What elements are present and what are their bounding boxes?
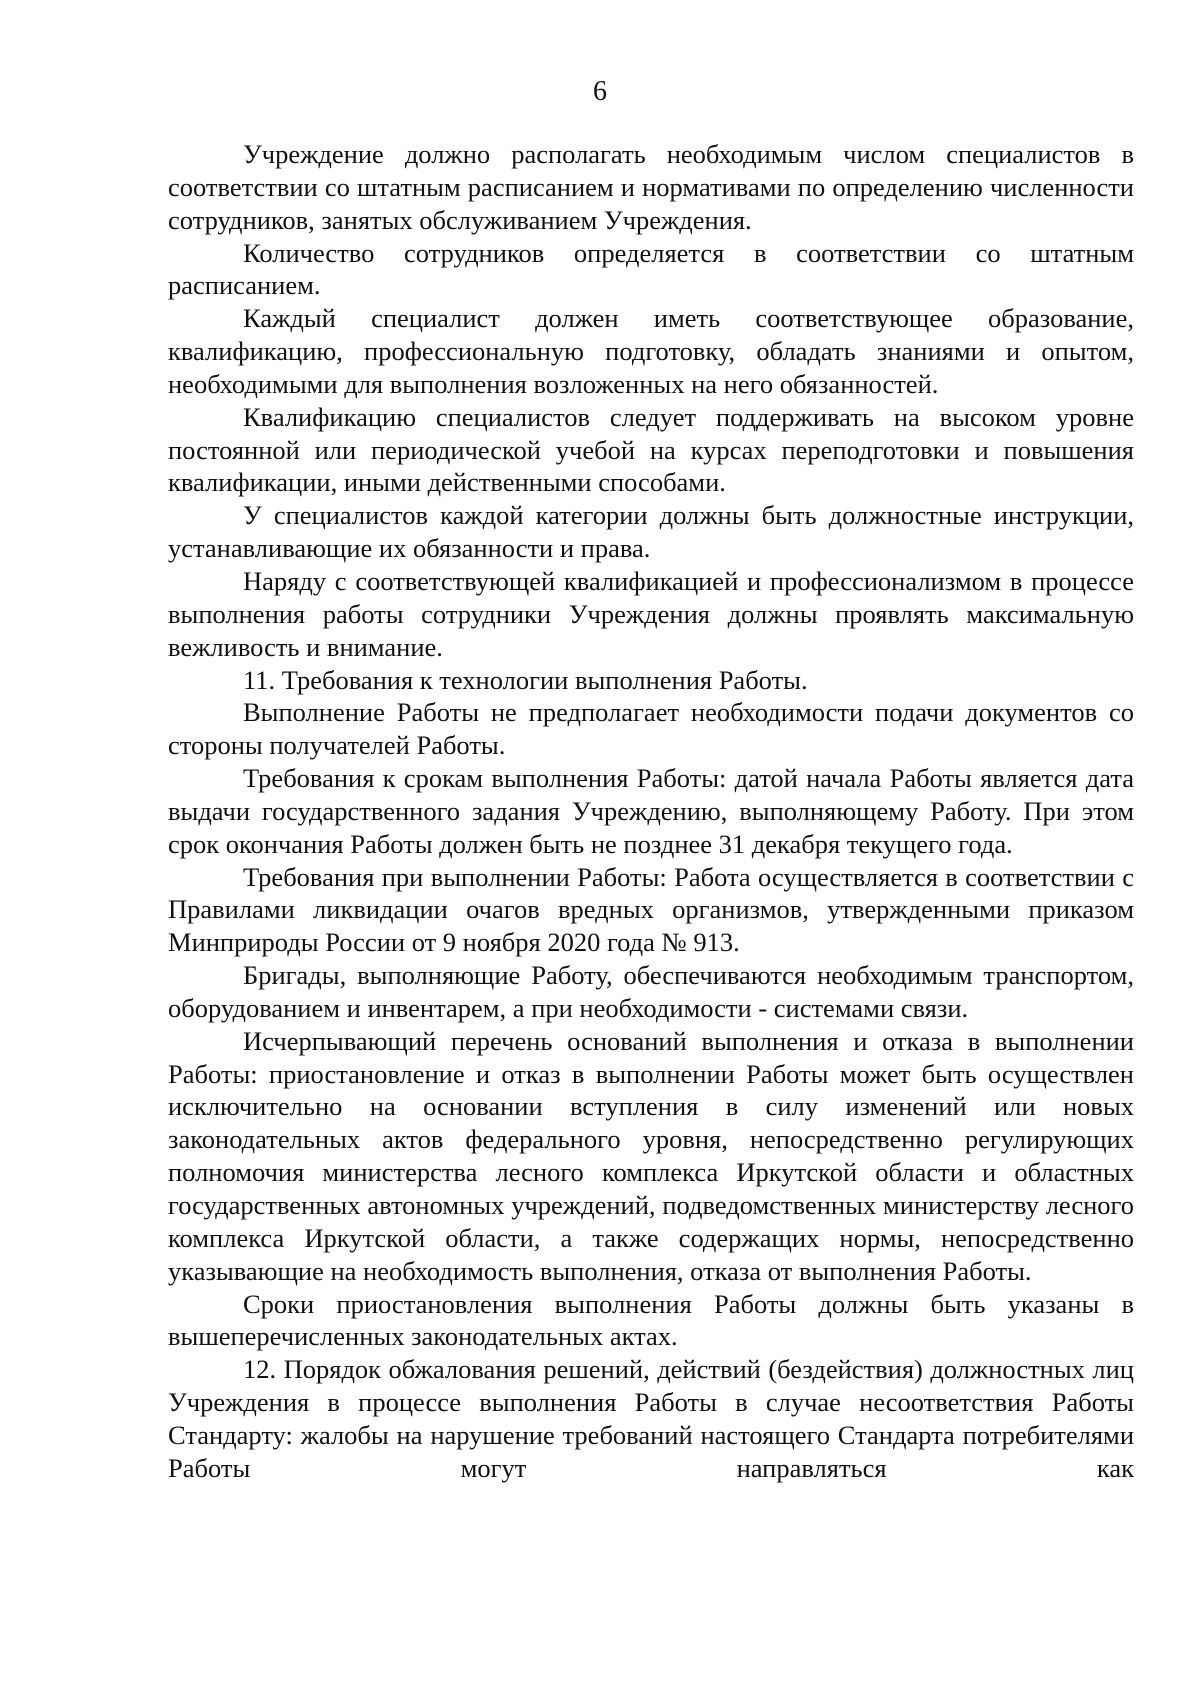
page-number: 6 — [593, 76, 607, 107]
paragraph-staff-count: Количество сотрудников определяется в соответствии со штатным расписанием. — [168, 237, 1134, 301]
paragraph-refusal-grounds: Исчерпывающий перечень оснований выполнения и отказа в выполнении Работы: приостановление и отказ в выполнении Работы может быть осуществлен исключительно на основании вступления в силу изменений или новых законодательных актов федерального уровня, непосредственно регулирующих полномочия министерства лесного комплекса Иркутской области и областных государственных автономных учреждений, подведомственных министерству лесного комплекса Иркутской области, а также содержащих нормы, непосредственно указывающие на необходимость выполнения, отказа от выполнения Работы. — [168, 1025, 1134, 1286]
paragraph-job-instructions: У специалистов каждой категории должны быть должностные инструкции, устанавливающие их обязанности и права. — [168, 500, 1134, 564]
section-12-appeal-procedure: 12. Порядок обжалования решений, действий (бездействия) должностных лиц Учреждения в процессе выполнения Работы в случае несоответствия Работы Стандарту: жалобы на нарушение требований настоящего Стандарта потребителями Работы могут направляться как — [168, 1354, 1134, 1483]
section-heading-11: 11. Требования к технологии выполнения Работы. — [243, 664, 808, 695]
paragraph-deadlines: Требования к срокам выполнения Работы: датой начала Работы является дата выдачи государственного задания Учреждению, выполняющему Работу. При этом срок окончания Работы должен быть не позднее 31 декабря текущего года. — [168, 763, 1134, 859]
paragraph-specialist-education: Каждый специалист должен иметь соответствующее образование, квалификацию, профессиональную подготовку, обладать знаниями и опытом, необходимыми для выполнения возложенных на него обязанностей. — [168, 303, 1134, 399]
paragraph-staff-requirements: Учреждение должно располагать необходимым числом специалистов в соответствии со штатным расписанием и нормативами по определению численности сотрудников, занятых обслуживанием Учреждения. — [168, 139, 1134, 235]
body-text — [168, 138, 1134, 1485]
paragraph-no-documents: Выполнение Работы не предполагает необходимости подачи документов со стороны получателей Работы. — [168, 697, 1134, 761]
paragraph-politeness: Наряду с соответствующей квалификацией и профессионализмом в процессе выполнения работы сотрудники Учреждения должны проявлять максимальную вежливость и внимание. — [168, 565, 1134, 662]
paragraph-suspension-terms: Сроки приостановления выполнения Работы должны быть указаны в вышеперечисленных законодательных актах. — [168, 1288, 1134, 1352]
paragraph-execution-rules: Требования при выполнении Работы: Работа осуществляется в соответствии с Правилами ликвидации очагов вредных организмов, утвержденными приказом Минприроды России от 9 ноября 2020 года № 913. — [168, 861, 1134, 958]
paragraph-qualification-upkeep: Квалификацию специалистов следует поддерживать на высоком уровне постоянной или периодической учебой на курсах переподготовки и повышения квалификации, иными действенными способами. — [168, 401, 1134, 498]
paragraph-brigades: Бригады, выполняющие Работу, обеспечиваются необходимым транспортом, оборудованием и инвентарем, а при необходимости - системами связи. — [168, 960, 1134, 1023]
